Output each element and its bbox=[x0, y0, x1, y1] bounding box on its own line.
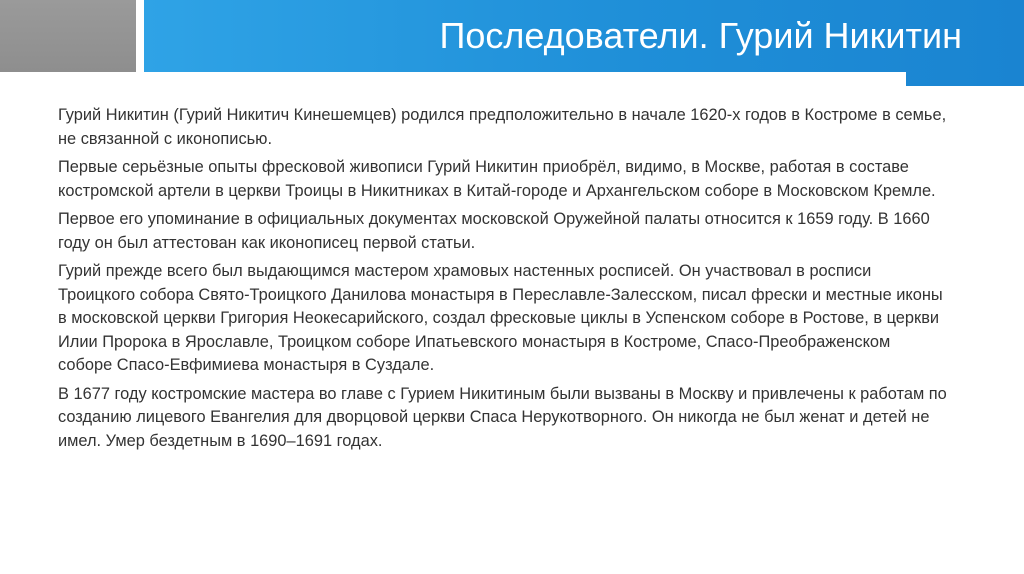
header-divider bbox=[136, 0, 144, 72]
header-gray-block bbox=[0, 0, 136, 72]
slide-title: Последователи. Гурий Никитин bbox=[439, 15, 962, 56]
paragraph-early-works: Первые серьёзные опыты фресковой живописи Гурий Никитин приобрёл, видимо, в Москве, работая в составе костромской артели в церкви Троицы в Никитниках в Китай-городе и Архангельском соборе в Московском Кремле. bbox=[58, 158, 936, 200]
slide-body bbox=[58, 104, 948, 458]
paragraph-first-mention: Первое его упоминание в официальных документах московской Оружейной палаты относится к 1659 году. В 1660 году он был аттестован как иконописец первой статьи. bbox=[58, 210, 930, 252]
paragraph-murals: Гурий прежде всего был выдающимся мастером храмовых настенных росписей. Он участвовал в росписи Троицкого собора Свято-Троицкого Данилова монастыря в Переславле-Залесском, писал фрески и местные иконы в московской церкви Григория Неокесарийского, создал фресковые циклы в Успенском соборе в Ростове, в церкви Илии Пророка в Ярославле, Троицком соборе Ипатьевского монастыря в Костроме, Спасо-Преображенском соборе Спасо-Евфимиева монастыря в Суздале. bbox=[58, 262, 943, 374]
paragraph-later-life: В 1677 году костромские мастера во главе с Гурием Никитиным были вызваны в Москву и привлечены к работам по созданию лицевого Евангелия для дворцовой церкви Спаса Нерукотворного. Он никогда не был женат и детей не имел. Умер бездетным в 1690–1691 годах. bbox=[58, 384, 947, 450]
paragraph-birth: Гурий Никитин (Гурий Никитич Кинешемцев) родился предположительно в начале 1620-х годов в Костроме в семье, не связанной с иконописью. bbox=[58, 106, 947, 148]
